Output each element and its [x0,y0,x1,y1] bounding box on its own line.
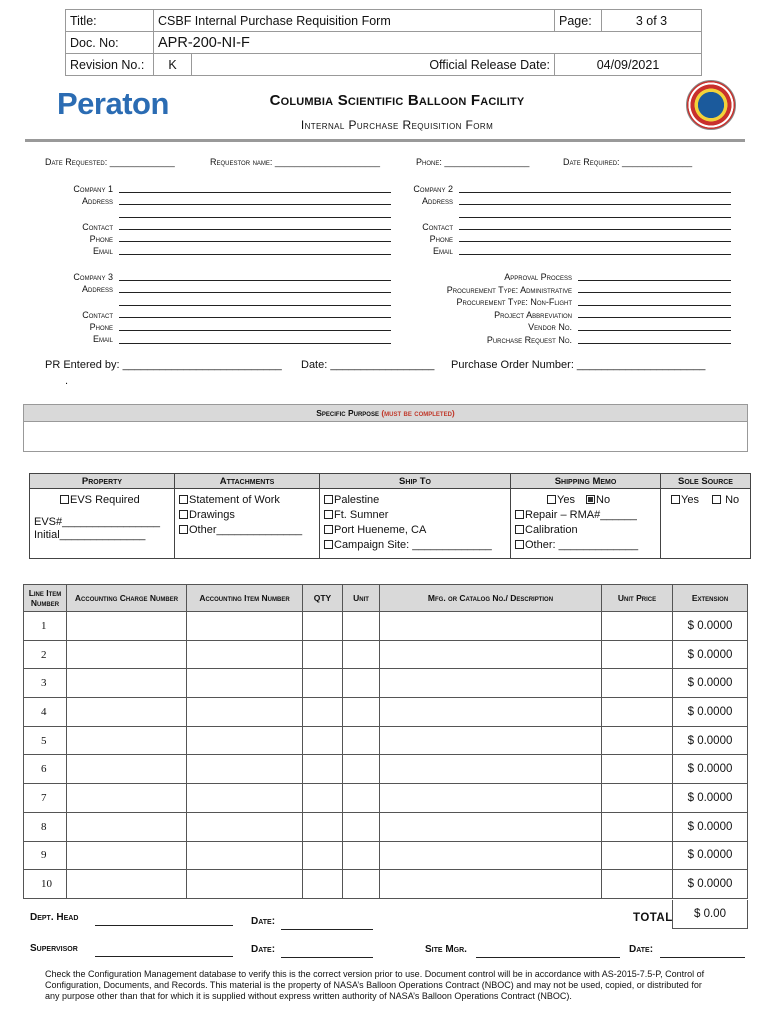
configuration-footer-note: Check the Configuration Management database to verify this is the correct version prior to use. Document control will be in accordance with AS-2015-7.5-P, Control of Configuration, Documents, and Records. This material is the property of NASA’s Balloon Operations Contract (NBOC) and may not be used, copied, or distributed for any purpose other than that for which it is supplied without express written authority of NASA’s Balloon Operations Contract (NBOC). [45,969,705,1001]
company3-email-line[interactable] [119,343,391,344]
unit-price-cell[interactable] [602,698,673,727]
attachments-cell [175,489,320,559]
description-cell[interactable] [380,612,602,641]
line-number: 10 [24,870,67,899]
table-row [24,669,748,698]
table-row [24,870,748,899]
supervisor-line[interactable] [95,956,233,957]
checkbox-icon [324,510,333,519]
accounting-charge-cell[interactable] [67,784,187,813]
release-date-value: 04/09/2021 [555,54,702,76]
ship-to-header: Ship To [320,474,511,489]
extension-cell: $ 0.0000 [673,726,748,755]
shipping-memo-cell [511,489,661,559]
property-table [29,473,751,559]
page-value: 3 of 3 [602,10,702,32]
checked-checkbox-icon [586,495,595,504]
accounting-item-header: Accounting Item Number [187,585,303,612]
accounting-charge-cell[interactable] [67,612,187,641]
unit-cell[interactable] [343,755,380,784]
accounting-charge-cell[interactable] [67,870,187,899]
description-cell[interactable] [380,870,602,899]
table-row [24,698,748,727]
supervisor-date-line[interactable] [281,957,373,958]
sole-source-cell [661,489,751,559]
company2-contact-line[interactable] [459,229,731,230]
pr-date-field[interactable]: Date: _________________ [301,359,435,371]
unit-price-cell[interactable] [602,841,673,870]
title-label: Title: [66,10,154,32]
unit-cell[interactable] [343,812,380,841]
site-mgr-line[interactable] [476,957,620,958]
accounting-charge-cell[interactable] [67,841,187,870]
must-be-completed-note: (must be completed) [381,408,455,418]
site-mgr-date-label: Date: [629,944,654,955]
checkbox-icon [515,540,524,549]
accounting-item-cell[interactable] [187,870,303,899]
memo-no-checkbox[interactable]: No [586,494,610,506]
dept-head-date-line[interactable] [281,929,373,930]
dept-head-date-label: Date: [251,916,276,927]
line-number: 4 [24,698,67,727]
table-row [24,726,748,755]
company2-line-2[interactable] [459,204,731,205]
total-value: $ 0.00 [672,900,748,929]
pr-entered-by-field[interactable]: PR Entered by: __________________________ [45,359,282,371]
qty-cell[interactable] [303,841,343,870]
extension-cell: $ 0.0000 [673,870,748,899]
line-number: 3 [24,669,67,698]
procurement-nonflight-line[interactable] [578,305,731,306]
extension-cell: $ 0.0000 [673,698,748,727]
checkbox-icon [671,495,680,504]
form-subtitle: Internal Purchase Requisition Form [300,118,494,132]
accounting-item-cell[interactable] [187,612,303,641]
line-number: 1 [24,612,67,641]
extension-cell: $ 0.0000 [673,640,748,669]
unit-cell[interactable] [343,612,380,641]
company1-contact-line[interactable] [119,229,391,230]
checkbox-icon [179,495,188,504]
accounting-charge-cell[interactable] [67,669,187,698]
date-required-field[interactable]: Date Required: ______________ [563,157,693,167]
ship-to-cell [320,489,511,559]
line-number: 5 [24,726,67,755]
shipping-memo-header: Shipping Memo [511,474,661,489]
unit-price-cell[interactable] [602,812,673,841]
extension-cell: $ 0.0000 [673,755,748,784]
unit-price-cell[interactable] [602,612,673,641]
document-header-table [65,9,702,76]
description-header: Mfg. or Catalog No./ Description [380,585,602,612]
dept-head-line[interactable] [95,925,233,926]
company2-phone-line[interactable] [459,241,731,242]
site-mgr-date-line[interactable] [660,957,745,958]
sole-yes-checkbox[interactable]: Yes [671,494,699,506]
unit-price-header: Unit Price [602,585,673,612]
checkbox-icon [60,495,69,504]
extension-cell: $ 0.0000 [673,812,748,841]
line-number: 2 [24,640,67,669]
project-abbreviation-line[interactable] [578,317,731,318]
extension-cell: $ 0.0000 [673,612,748,641]
doc-no-label: Doc. No: [66,32,154,54]
procurement-labels: Approval Process Procurement Type: Administrative Procurement Type: Non-Flight Project Abbreviation Vendor No. Purchase Request No. [446,272,572,345]
line-number: 9 [24,841,67,870]
unit-cell[interactable] [343,726,380,755]
accounting-item-cell[interactable] [187,669,303,698]
ship-ft-sumner-checkbox[interactable]: Ft. Sumner [324,508,506,523]
other-attachment-checkbox[interactable]: Other______________ [179,523,315,538]
specific-purpose-header: Specific Purpose (must be completed) [24,405,747,422]
table-row [24,784,748,813]
supervisor-date-label: Date: [251,944,276,955]
checkbox-icon [515,525,524,534]
company3-contact-labels: Contact Phone Email [82,310,113,344]
memo-other-checkbox[interactable]: Other: _____________ [515,538,656,553]
description-cell[interactable] [380,755,602,784]
company1-line-3[interactable] [119,217,391,218]
evs-required-checkbox[interactable]: EVS Required [34,493,170,508]
line-items-table [23,584,748,899]
attachments-header: Attachments [175,474,320,489]
company2-line-3[interactable] [459,217,731,218]
unit-price-cell[interactable] [602,640,673,669]
evs-number-field[interactable]: EVS#________________ [34,516,161,528]
accounting-item-cell[interactable] [187,726,303,755]
accounting-item-cell[interactable] [187,784,303,813]
doc-no-value: APR-200-NI-F [154,32,702,54]
ship-campaign-site-checkbox[interactable]: Campaign Site: _____________ [324,538,506,553]
description-cell[interactable] [380,669,602,698]
unit-cell[interactable] [343,841,380,870]
checkbox-icon [712,495,721,504]
company2-email-line[interactable] [459,254,731,255]
revision-label: Revision No.: [66,54,154,76]
drawings-checkbox[interactable]: Drawings [179,508,315,523]
extension-header: Extension [673,585,748,612]
total-label: TOTAL [633,912,673,924]
company2-contact-labels: Contact Phone Email [422,222,453,256]
facility-title: Columbia Scientific Balloon Facility [269,92,525,109]
extension-cell: $ 0.0000 [673,669,748,698]
unit-price-cell[interactable] [602,870,673,899]
unit-header: Unit [343,585,380,612]
property-cell [30,489,175,559]
sole-source-header: Sole Source [661,474,751,489]
unit-cell[interactable] [343,784,380,813]
accounting-charge-cell[interactable] [67,640,187,669]
qty-cell[interactable] [303,870,343,899]
phone-field[interactable]: Phone: _________________ [416,157,530,167]
checkbox-icon [179,525,188,534]
title-value: CSBF Internal Purchase Requisition Form [154,10,555,32]
peraton-logo: Peraton [57,86,169,121]
extension-cell: $ 0.0000 [673,841,748,870]
accounting-charge-header: Accounting Charge Number [67,585,187,612]
company1-labels: Company 1 Address [73,184,113,206]
checkbox-icon [324,540,333,549]
purchase-request-no-line[interactable] [578,343,731,344]
qty-cell[interactable] [303,669,343,698]
description-cell[interactable] [380,698,602,727]
repair-rma-checkbox[interactable]: Repair – RMA#______ [515,508,656,523]
unit-cell[interactable] [343,669,380,698]
accounting-item-cell[interactable] [187,755,303,784]
checkbox-icon [179,510,188,519]
company1-email-line[interactable] [119,254,391,255]
description-cell[interactable] [380,726,602,755]
checkbox-icon [324,495,333,504]
qty-cell[interactable] [303,698,343,727]
unit-price-cell[interactable] [602,669,673,698]
company3-contact-line[interactable] [119,317,391,318]
company1-line-2[interactable] [119,204,391,205]
qty-cell[interactable] [303,755,343,784]
checkbox-icon [547,495,556,504]
date-requested-field[interactable]: Date Requested: _____________ [45,157,175,167]
accounting-charge-cell[interactable] [67,812,187,841]
memo-yes-checkbox[interactable]: Yes [547,494,575,506]
checkbox-icon [515,510,524,519]
unit-price-cell[interactable] [602,726,673,755]
company1-line-1[interactable] [119,192,391,193]
supervisor-label: Supervisor [30,943,78,954]
vendor-no-line[interactable] [578,330,731,331]
description-cell[interactable] [380,841,602,870]
qty-cell[interactable] [303,726,343,755]
unit-cell[interactable] [343,698,380,727]
company3-line-2[interactable] [119,292,391,293]
accounting-item-cell[interactable] [187,698,303,727]
company3-line-3[interactable] [119,305,391,306]
line-item-number-header: Line Item Number [24,585,67,612]
table-row [24,841,748,870]
company2-line-1[interactable] [459,192,731,193]
line-number: 8 [24,812,67,841]
company1-phone-line[interactable] [119,241,391,242]
company3-line-1[interactable] [119,280,391,281]
dept-head-label: Dept. Head [30,912,79,923]
sole-no-checkbox[interactable]: No [712,494,739,506]
ship-palestine-checkbox[interactable]: Palestine [324,493,506,508]
accounting-item-cell[interactable] [187,640,303,669]
unit-price-cell[interactable] [602,755,673,784]
company3-labels: Company 3 Address [73,272,113,294]
statement-of-work-checkbox[interactable]: Statement of Work [179,493,315,508]
table-row [24,755,748,784]
table-row [24,640,748,669]
accounting-item-cell[interactable] [187,812,303,841]
company3-phone-line[interactable] [119,330,391,331]
accounting-charge-cell[interactable] [67,698,187,727]
table-row [24,612,748,641]
property-header: Property [30,474,175,489]
header-divider [25,139,745,142]
qty-cell[interactable] [303,784,343,813]
description-cell[interactable] [380,784,602,813]
stray-dot: . [65,375,69,387]
unit-price-cell[interactable] [602,784,673,813]
accounting-charge-cell[interactable] [67,755,187,784]
company1-contact-labels: Contact Phone Email [82,222,113,256]
release-date-label: Official Release Date: [192,54,555,76]
unit-cell[interactable] [343,870,380,899]
accounting-charge-cell[interactable] [67,726,187,755]
initial-field[interactable]: Initial______________ [34,529,146,541]
calibration-checkbox[interactable]: Calibration [515,523,656,538]
qty-cell[interactable] [303,812,343,841]
procurement-admin-line[interactable] [578,292,731,293]
unit-cell[interactable] [343,640,380,669]
revision-value: K [154,54,192,76]
line-number: 6 [24,755,67,784]
qty-header: QTY [303,585,343,612]
requestor-name-field[interactable]: Requestor name: _____________________ [210,157,381,167]
qty-cell[interactable] [303,612,343,641]
line-number: 7 [24,784,67,813]
description-cell[interactable] [380,812,602,841]
accounting-item-cell[interactable] [187,841,303,870]
specific-purpose-box[interactable] [23,404,748,452]
extension-cell: $ 0.0000 [673,784,748,813]
site-mgr-label: Site Mgr. [425,944,467,955]
memo-yes-no [515,493,656,508]
table-row [24,812,748,841]
checkbox-icon [324,525,333,534]
page-label: Page: [555,10,602,32]
ship-port-hueneme-checkbox[interactable]: Port Hueneme, CA [324,523,506,538]
company2-labels: Company 2 Address [413,184,453,206]
description-cell[interactable] [380,640,602,669]
approval-process-line[interactable] [578,280,731,281]
qty-cell[interactable] [303,640,343,669]
purchase-order-number-field[interactable]: Purchase Order Number: _____________________ [451,359,706,371]
